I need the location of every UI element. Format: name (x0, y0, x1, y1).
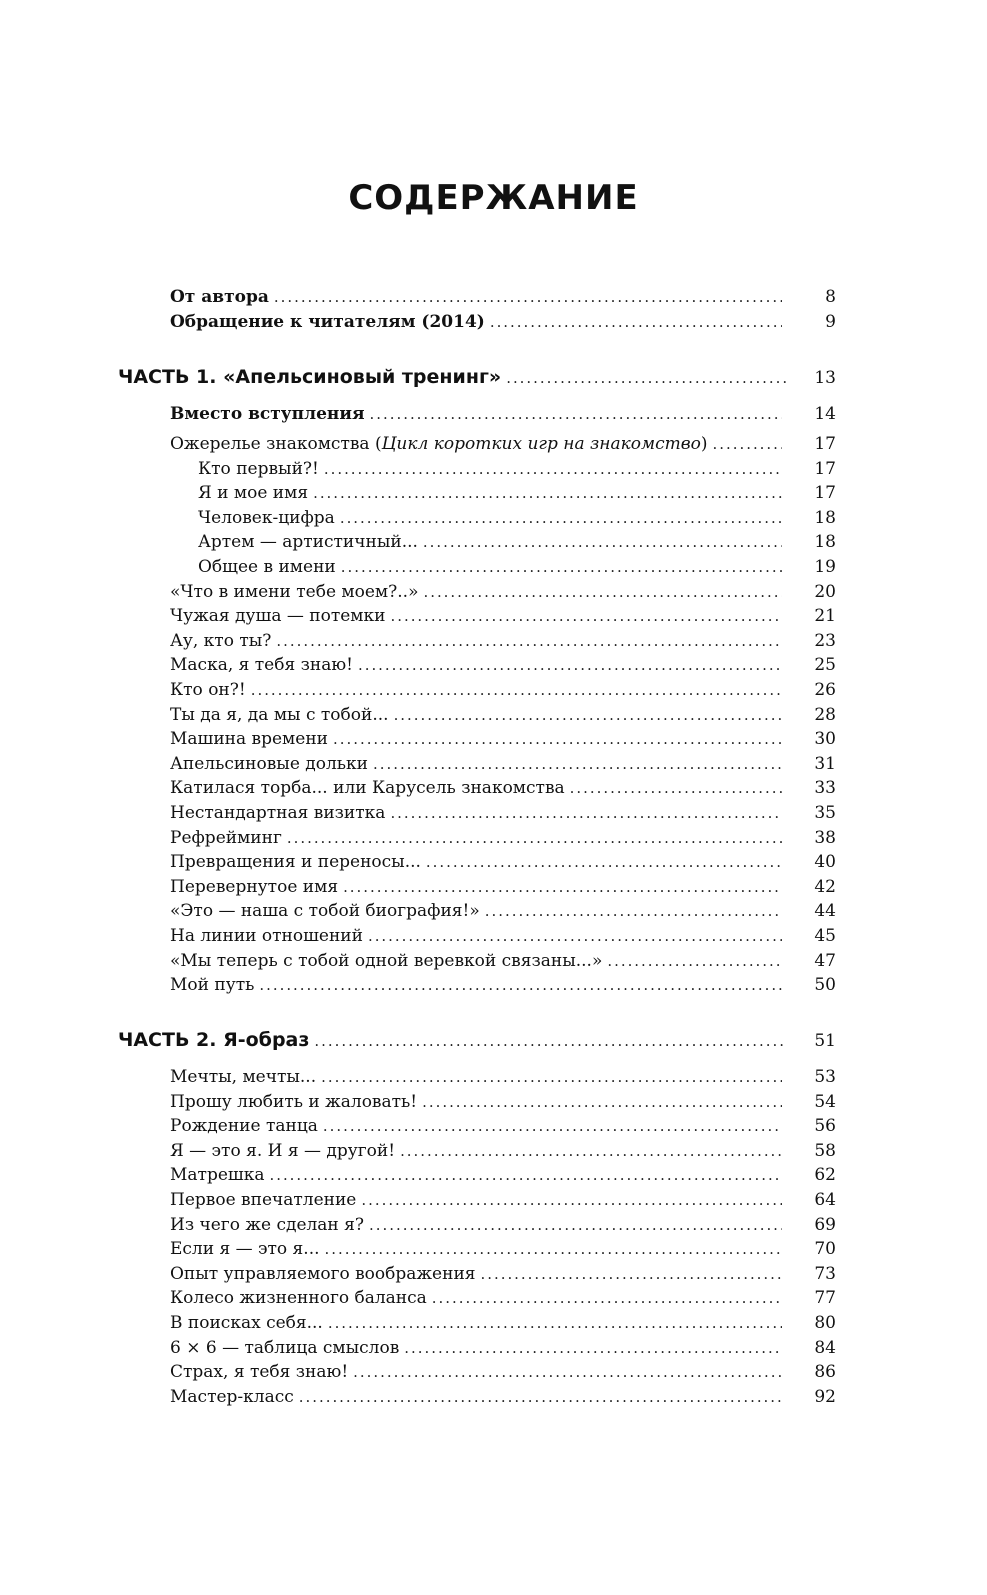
toc-entry-title: Маска, я тебя знаю! (170, 655, 353, 676)
toc-page-number: 33 (814, 778, 836, 799)
dot-leader (485, 899, 782, 923)
toc-page-number: 56 (814, 1116, 836, 1137)
dot-leader (373, 752, 782, 776)
toc-entry-title: Машина времени (170, 729, 329, 750)
toc-entry-title: Прошу любить и жаловать! (170, 1091, 418, 1112)
dot-leader (251, 678, 782, 702)
toc-entry[interactable] (170, 973, 836, 997)
toc-entry-title: Перевернутое имя (170, 876, 339, 897)
dot-leader (325, 1237, 783, 1261)
dot-leader (328, 1311, 782, 1335)
toc-entry-title: «Мы теперь с тобой одной веревкой связаны...» (170, 950, 603, 971)
toc-entry-address[interactable] (170, 310, 836, 334)
toc-page-number: 17 (814, 434, 836, 454)
toc-entry[interactable] (170, 1336, 836, 1360)
toc-entry[interactable] (170, 703, 836, 727)
toc-page-number: 25 (814, 655, 836, 676)
dot-leader (713, 432, 782, 456)
toc-entry-title: Кто он?! (170, 679, 246, 700)
dot-leader (358, 653, 782, 677)
toc-page-number: 9 (825, 312, 836, 332)
toc-entry-title: Колесо жизненного баланса (170, 1288, 427, 1309)
toc-page-number: 80 (814, 1313, 836, 1333)
dot-leader (340, 506, 782, 530)
toc-subentry[interactable] (198, 457, 836, 481)
toc-entry-title: На линии отношений (170, 925, 363, 946)
dot-leader (276, 629, 782, 653)
toc-entry[interactable] (170, 949, 836, 973)
toc-page-number: 35 (814, 802, 836, 823)
toc-page-number: 13 (814, 368, 836, 388)
toc-page-number: 77 (814, 1288, 836, 1309)
dot-leader (314, 1029, 786, 1053)
toc-entry-title: Я и мое имя (198, 483, 309, 504)
toc-page-number: 18 (814, 532, 836, 553)
toc-page-number: 73 (814, 1263, 836, 1284)
dot-leader (333, 727, 782, 751)
dot-leader (287, 826, 782, 850)
toc-page-number: 53 (814, 1067, 836, 1087)
toc-entry[interactable] (170, 1213, 836, 1237)
dot-leader (324, 457, 782, 481)
toc-entry-title: Первое впечатление (170, 1190, 357, 1210)
toc-entry[interactable] (170, 1385, 836, 1409)
toc-page-number: 44 (814, 901, 836, 922)
toc-page-number: 17 (814, 483, 836, 504)
toc-entry-title: Мастер-класс (170, 1386, 294, 1407)
toc-page-number: 86 (814, 1362, 836, 1383)
toc-entry-title: От автора (170, 287, 269, 307)
toc-entry[interactable] (170, 727, 836, 751)
dot-leader (390, 604, 782, 628)
toc-entry[interactable] (170, 604, 836, 628)
toc-page-number: 69 (814, 1214, 836, 1235)
toc-entry-title: Мой путь (170, 975, 255, 996)
toc-entry-title: Кто первый?! (198, 458, 319, 479)
toc-entry-title: Ожерелье знакомства (Цикл коротких игр на знакомство) (170, 434, 708, 454)
toc-page-number: 31 (814, 753, 836, 774)
toc-page-number: 14 (814, 404, 836, 424)
toc-entry-title: Человек-цифра (198, 507, 335, 528)
toc-part-heading[interactable] (118, 1028, 836, 1052)
toc-page-number: 38 (814, 827, 836, 848)
toc-page-number: 26 (814, 679, 836, 700)
toc-page-number: 30 (814, 729, 836, 750)
page-title: СОДЕРЖАНИЕ (348, 178, 639, 218)
toc-entry[interactable] (170, 1163, 836, 1187)
toc-entry-title: Из чего же сделан я? (170, 1214, 365, 1235)
toc-entry[interactable] (170, 1360, 836, 1384)
dot-leader (404, 1336, 782, 1360)
toc-entry-title: Рождение танца (170, 1116, 318, 1137)
dot-leader (353, 1360, 782, 1384)
toc-subentry[interactable] (198, 481, 836, 505)
toc-page-number: 50 (814, 975, 836, 996)
toc-entry[interactable] (170, 899, 836, 923)
toc-entry-title: Общее в имени (198, 556, 336, 577)
toc-page-number: 58 (814, 1140, 836, 1161)
toc-entry[interactable] (170, 1065, 836, 1089)
toc-page-number: 84 (814, 1337, 836, 1358)
toc-page-number: 23 (814, 630, 836, 651)
dot-leader (343, 875, 782, 899)
toc-entry[interactable] (170, 875, 836, 899)
toc-entry-title: Опыт управляемого воображения (170, 1263, 476, 1284)
toc-page-number: 70 (814, 1239, 836, 1260)
toc-entry[interactable] (170, 1311, 836, 1335)
dot-leader (432, 1286, 782, 1310)
toc-page-number: 19 (814, 556, 836, 577)
toc-entry-title: ЧАСТЬ 2. Я-образ (118, 1029, 310, 1051)
toc-entry[interactable] (170, 629, 836, 653)
toc-page-number: 62 (814, 1165, 836, 1186)
toc-page-number: 51 (814, 1031, 836, 1051)
dot-leader (274, 285, 782, 309)
toc-entry[interactable] (170, 801, 836, 825)
toc-page-number: 8 (825, 287, 836, 307)
toc-entry[interactable] (170, 1139, 836, 1163)
dot-leader (361, 1188, 782, 1212)
toc-entry[interactable] (170, 826, 836, 850)
dot-leader (313, 481, 782, 505)
dot-leader (426, 850, 782, 874)
toc-entry[interactable] (170, 924, 836, 948)
dot-leader (269, 1163, 782, 1187)
toc-page-number: 54 (814, 1091, 836, 1112)
dot-leader (299, 1385, 782, 1409)
dot-leader (370, 402, 782, 426)
dot-leader (259, 973, 782, 997)
toc-page-number: 47 (814, 950, 836, 971)
toc-entry-necklace[interactable] (170, 432, 836, 456)
dot-leader (368, 924, 782, 948)
dot-leader (394, 703, 782, 727)
toc-entry-title: Катилася торба... или Карусель знакомства (170, 778, 565, 799)
toc-entry-title: Вместо вступления (170, 404, 365, 424)
toc-entry-title: Превращения и переносы... (170, 852, 421, 873)
toc-entry-title: Если я — это я... (170, 1239, 320, 1260)
toc-entry[interactable] (170, 1114, 836, 1138)
toc-entry-title: Страх, я тебя знаю! (170, 1362, 349, 1383)
toc-subentry[interactable] (198, 530, 836, 554)
toc-entry[interactable] (170, 580, 836, 604)
toc-page-number: 20 (814, 581, 836, 602)
dot-leader (400, 1139, 782, 1163)
toc-entry-title: Мечты, мечты... (170, 1067, 317, 1087)
toc-entry[interactable] (170, 653, 836, 677)
toc-entry[interactable] (170, 752, 836, 776)
toc-entry-title: Рефрейминг (170, 827, 282, 848)
toc-entry[interactable] (170, 776, 836, 800)
toc-entry[interactable] (170, 1286, 836, 1310)
toc-entry[interactable] (170, 1262, 836, 1286)
toc-page-number: 45 (814, 925, 836, 946)
toc-subentry[interactable] (198, 555, 836, 579)
toc-entry[interactable] (170, 1090, 836, 1114)
toc-entry-title: «Что в имени тебе моем?..» (170, 581, 419, 602)
dot-leader (341, 555, 782, 579)
toc-entry[interactable] (170, 678, 836, 702)
toc-page-number: 92 (814, 1386, 836, 1407)
toc-page-number: 40 (814, 852, 836, 873)
toc-entry[interactable] (170, 1237, 836, 1261)
toc-entry-title: Я — это я. И я — другой! (170, 1140, 396, 1161)
toc-page-number: 18 (814, 507, 836, 528)
dot-leader (607, 949, 782, 973)
toc-part-heading[interactable] (118, 365, 836, 389)
toc-page-number: 64 (814, 1190, 836, 1210)
dot-leader (490, 310, 782, 334)
toc-entry-from-author[interactable] (170, 285, 836, 309)
dot-leader (423, 580, 782, 604)
dot-leader (369, 1213, 782, 1237)
dot-leader (422, 1090, 782, 1114)
toc-entry-title: Нестандартная визитка (170, 802, 386, 823)
toc-subentry[interactable] (198, 506, 836, 530)
toc-entry-title: Матрешка (170, 1165, 265, 1186)
dot-leader (570, 776, 782, 800)
toc-entry-title: Ау, кто ты? (170, 630, 272, 651)
toc-entry-title: «Это — наша с тобой биография!» (170, 901, 480, 922)
toc-page-number: 42 (814, 876, 836, 897)
dot-leader (321, 1065, 782, 1089)
toc-entry-title: Апельсиновые дольки (170, 753, 369, 774)
toc-entry-title: В поисках себя... (170, 1313, 323, 1333)
toc-entry[interactable] (170, 1188, 836, 1212)
dot-leader (423, 530, 782, 554)
toc-entry-title: Чужая душа — потемки (170, 606, 386, 627)
toc-entry-title: Обращение к читателям (2014) (170, 312, 485, 332)
toc-entry-title: Артем — артистичный... (198, 532, 418, 553)
toc-entry-title: Ты да я, да мы с тобой... (170, 704, 389, 725)
toc-entry-title: ЧАСТЬ 1. «Апельсиновый тренинг» (118, 366, 502, 388)
dot-leader (323, 1114, 782, 1138)
toc-entry-title: 6 × 6 — таблица смыслов (170, 1337, 400, 1358)
dot-leader (506, 366, 786, 390)
toc-page-number: 21 (814, 606, 836, 627)
toc-page-number: 17 (814, 458, 836, 479)
dot-leader (390, 801, 782, 825)
toc-entry[interactable] (170, 850, 836, 874)
toc-entry-intro[interactable] (170, 402, 836, 426)
toc-page-number: 28 (814, 704, 836, 725)
dot-leader (481, 1262, 783, 1286)
